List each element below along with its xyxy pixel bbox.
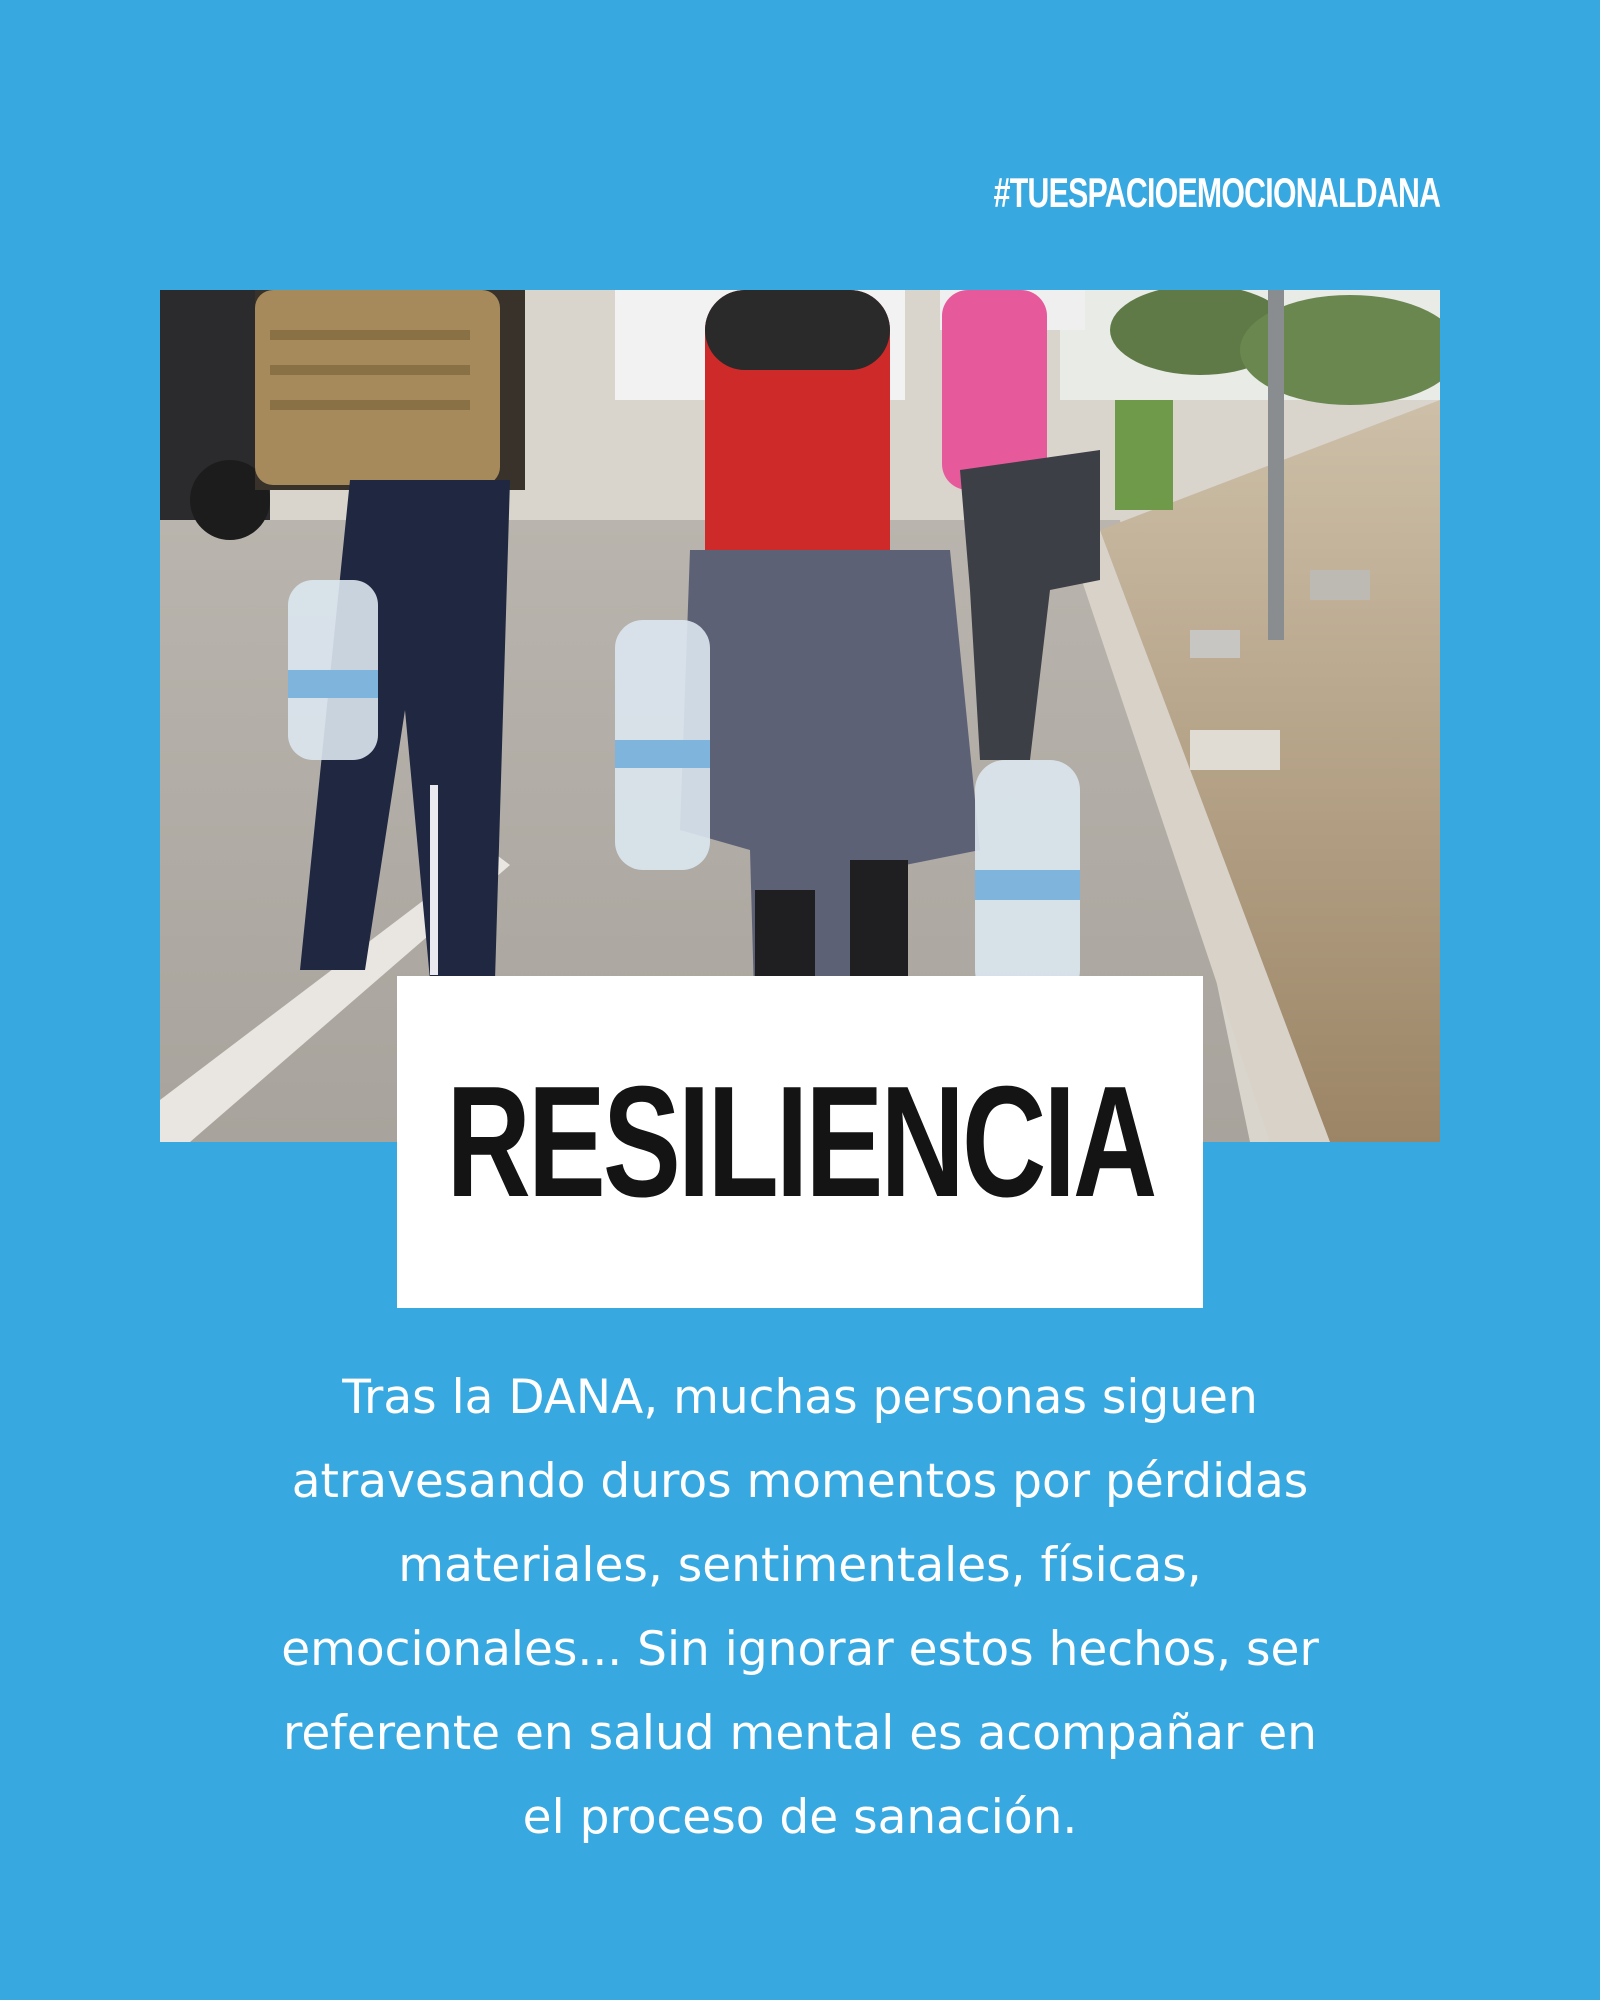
hashtag: #TUESPACIOEMOCIONALDANA [993, 169, 1440, 216]
body-line: materiales, sentimentales, físicas, [398, 1538, 1202, 1593]
body-paragraph [180, 1356, 1420, 1860]
body-line: el proceso de sanación. [522, 1790, 1078, 1845]
body-line: atravesando duros momentos por pérdidas [291, 1454, 1309, 1509]
page-title: RESILIENCIA [445, 1054, 1155, 1230]
body-line: emocionales... Sin ignorar estos hechos, ser [281, 1622, 1319, 1677]
body-line: referente en salud mental es acompañar en [283, 1706, 1317, 1761]
title-box [397, 976, 1203, 1308]
body-line: Tras la DANA, muchas personas siguen [342, 1370, 1258, 1425]
